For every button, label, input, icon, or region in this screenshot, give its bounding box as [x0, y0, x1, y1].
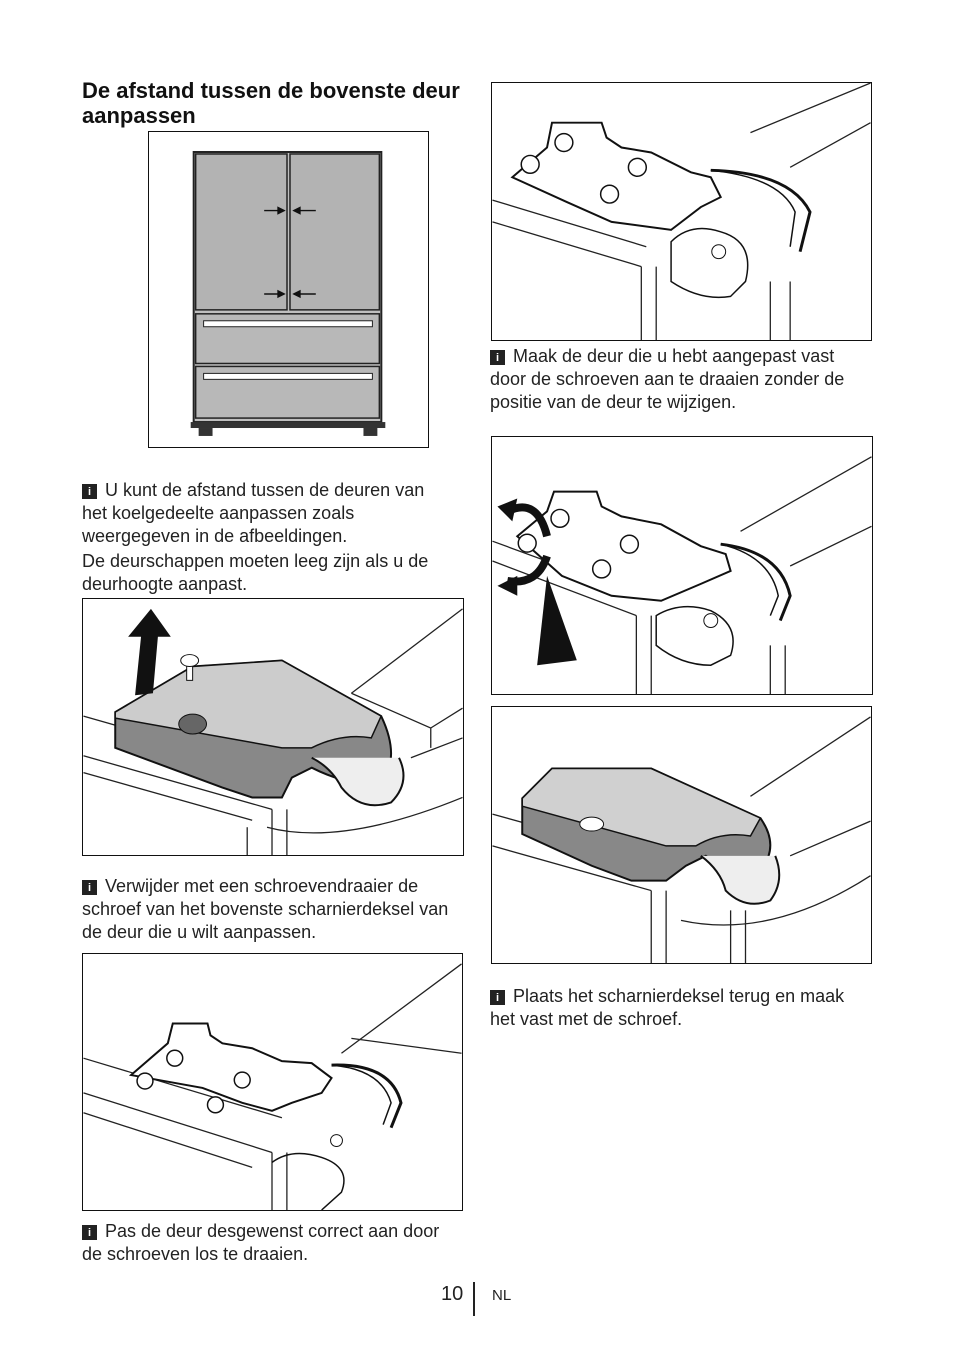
hinge-rotate-figure: [491, 436, 873, 695]
instruction-5: i Maak de deur die u hebt aangepast vast door de schroeven aan te draaien zonder de positie van de deur te wijzigen.: [490, 346, 845, 412]
instruction-3: i Verwijder met een schroevendraaier de schroef van het bovenste scharnierdeksel van de deur die u wilt aanpassen.: [82, 876, 449, 942]
language-code: NL: [492, 1287, 512, 1304]
fridge-figure: [148, 131, 429, 448]
info-icon: i: [82, 484, 97, 499]
info-icon: i: [490, 350, 505, 365]
info-icon: i: [82, 1225, 97, 1240]
instruction-1: i U kunt de afstand tussen de deuren van het koelgedeelte aanpassen zoals weergegeven in de afbeeldingen.: [82, 480, 425, 546]
footer-divider: [473, 1282, 475, 1316]
hinge-cover-figure: [82, 598, 464, 856]
page-heading: De afstand tussen de bovenste deur aanpassen: [82, 78, 460, 128]
page-number: 10: [441, 1283, 464, 1305]
hinge-screws-figure: [82, 953, 463, 1211]
hinge-tighten-figure: [491, 82, 872, 341]
instruction-2: De deurschappen moeten leeg zijn als u de deurhoogte aanpast.: [82, 551, 429, 594]
instruction-4: i Pas de deur desgewenst correct aan door de schroeven los te draaien.: [82, 1221, 440, 1264]
info-icon: i: [490, 990, 505, 1005]
info-icon: i: [82, 880, 97, 895]
hinge-cover-refit-figure: [491, 706, 872, 964]
instruction-6: i Plaats het scharnierdeksel terug en maak het vast met de schroef.: [490, 986, 845, 1029]
